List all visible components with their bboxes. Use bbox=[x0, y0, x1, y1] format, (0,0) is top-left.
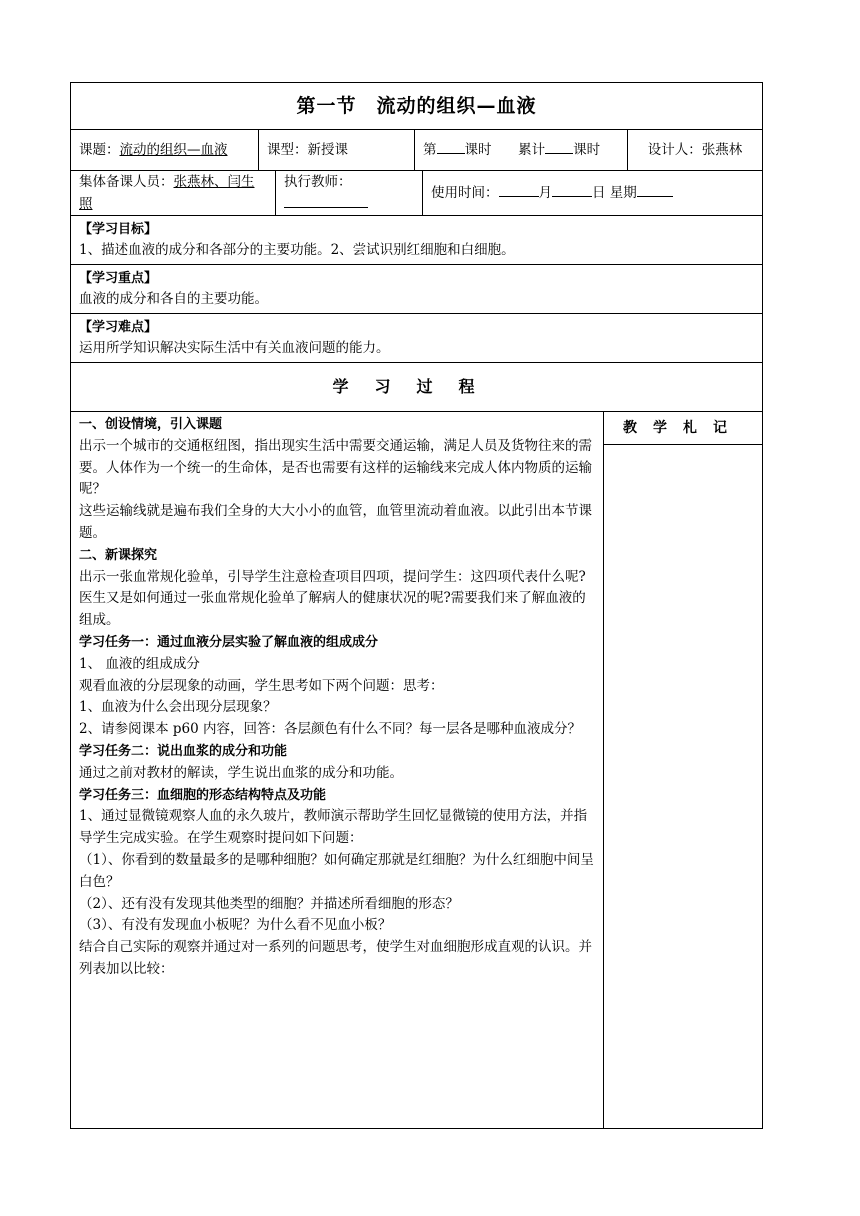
teacher-blank bbox=[284, 193, 368, 208]
lesson-suffix: 课时 bbox=[464, 142, 492, 158]
notes-header: 教学札记 bbox=[604, 412, 762, 445]
key-points-cell bbox=[71, 265, 763, 314]
hours-cell bbox=[415, 130, 628, 171]
difficulties-cell bbox=[71, 314, 763, 363]
section-heading: 学习任务一：通过血液分层实验了解血液的组成成分 bbox=[79, 634, 379, 650]
objectives-heading: 【学习目标】 bbox=[79, 222, 158, 237]
month-blank bbox=[499, 182, 539, 197]
lesson-prefix: 第 bbox=[423, 142, 437, 158]
topic-cell bbox=[71, 130, 259, 171]
paragraph: 观看血液的分层现象的动画，学生思考如下两个问题：思考： bbox=[79, 677, 444, 694]
lesson-table bbox=[70, 82, 763, 1129]
group-label: 集体备课人员： bbox=[79, 174, 174, 190]
process-cell bbox=[71, 412, 763, 1129]
paragraph: 出示一张血常规化验单，引导学生注意检查项目四项，提问学生：这四项代表什么呢?医生又是如何通过一张血常规化验单了解病人的健康状况的呢?需要我们来了解血液的组成。 bbox=[79, 568, 586, 629]
designer-cell: 设计人：张燕林 bbox=[628, 130, 763, 171]
notes-column bbox=[604, 412, 762, 1128]
day-label: 日 bbox=[592, 185, 606, 201]
time-label: 使用时间： bbox=[431, 185, 499, 201]
section-heading: 学习任务二：说出血浆的成分和功能 bbox=[79, 743, 288, 759]
topic-label: 课题： bbox=[79, 142, 120, 158]
total-blank bbox=[545, 139, 573, 154]
total-suffix: 课时 bbox=[573, 142, 601, 158]
key-points-heading: 【学习重点】 bbox=[79, 271, 158, 286]
group-cell bbox=[71, 171, 276, 216]
week-label: 星期 bbox=[609, 185, 637, 201]
objectives-cell bbox=[71, 216, 763, 265]
paragraph: （3）、有没有发现血小板呢？为什么看不见血小板？ bbox=[79, 917, 392, 934]
difficulties-heading: 【学习难点】 bbox=[79, 320, 158, 335]
paragraph: 通过之前对教材的解读，学生说出血浆的成分和功能。 bbox=[79, 764, 403, 781]
section-heading: 二、新课探究 bbox=[79, 547, 158, 563]
page-title: 第一节 流动的组织—血液 bbox=[71, 83, 763, 130]
key-points-text: 血液的成分和各自的主要功能。 bbox=[79, 291, 268, 307]
teacher-cell bbox=[276, 171, 423, 216]
process-content bbox=[71, 412, 604, 1128]
type-cell: 课型：新授课 bbox=[259, 130, 415, 171]
teacher-label: 执行教师： bbox=[284, 174, 352, 190]
paragraph: 1、 血液的组成成分 bbox=[79, 655, 200, 672]
paragraph: （2）、还有没有发现其他类型的细胞？并描述所看细胞的形态？ bbox=[79, 895, 459, 912]
paragraph: 2、请参阅课本 p60 内容，回答：各层颜色有什么不同？每一层各是哪种血液成分？ bbox=[79, 721, 581, 738]
time-cell bbox=[423, 171, 763, 216]
process-title: 学习过程 bbox=[71, 363, 763, 412]
section-heading: 一、创设情境，引入课题 bbox=[79, 417, 223, 432]
paragraph: 1、血液为什么会出现分层现象？ bbox=[79, 699, 277, 716]
topic-value: 流动的组织—血液 bbox=[119, 142, 228, 158]
month-label: 月 bbox=[538, 185, 552, 201]
week-blank bbox=[637, 182, 673, 197]
paragraph: 结合自己实际的观察并通过对一系列的问题思考，使学生对血细胞形成直观的认识。并列表加以比较： bbox=[79, 939, 592, 977]
paragraph: 出示一个城市的交通枢纽图，指出现实生活中需要交通运输，满足人员及货物往来的需要。人体作为一个统一的生命体，是否也需要有这样的运输线来完成人体内物质的运输呢？ bbox=[79, 437, 592, 498]
day-blank bbox=[552, 182, 592, 197]
difficulties-text: 运用所学知识解决实际生活中有关血液问题的能力。 bbox=[79, 340, 390, 356]
paragraph: 1、通过显微镜观察人血的永久玻片，教师演示帮助学生回忆显微镜的使用方法，并指导学生完成实验。在学生观察时提问如下问题： bbox=[79, 808, 588, 847]
lesson-blank bbox=[437, 139, 465, 154]
paragraph: 这些运输线就是遍布我们全身的大大小小的血管，血管里流动着血液。以此引出本节课题。 bbox=[79, 503, 592, 541]
section-heading: 学习任务三：血细胞的形态结构特点及功能 bbox=[79, 787, 327, 803]
total-prefix: 累计 bbox=[518, 142, 546, 158]
objectives-text: 1、描述血液的成分和各部分的主要功能。2、尝试识别红细胞和白细胞。 bbox=[79, 242, 515, 258]
paragraph: （1）、你看到的数量最多的是哪种细胞？如何确定那就是红细胞？为什么红细胞中间呈白色？ bbox=[79, 851, 594, 890]
lesson-plan bbox=[70, 82, 762, 1129]
group-value: 张燕林、闫生照 bbox=[79, 174, 255, 212]
